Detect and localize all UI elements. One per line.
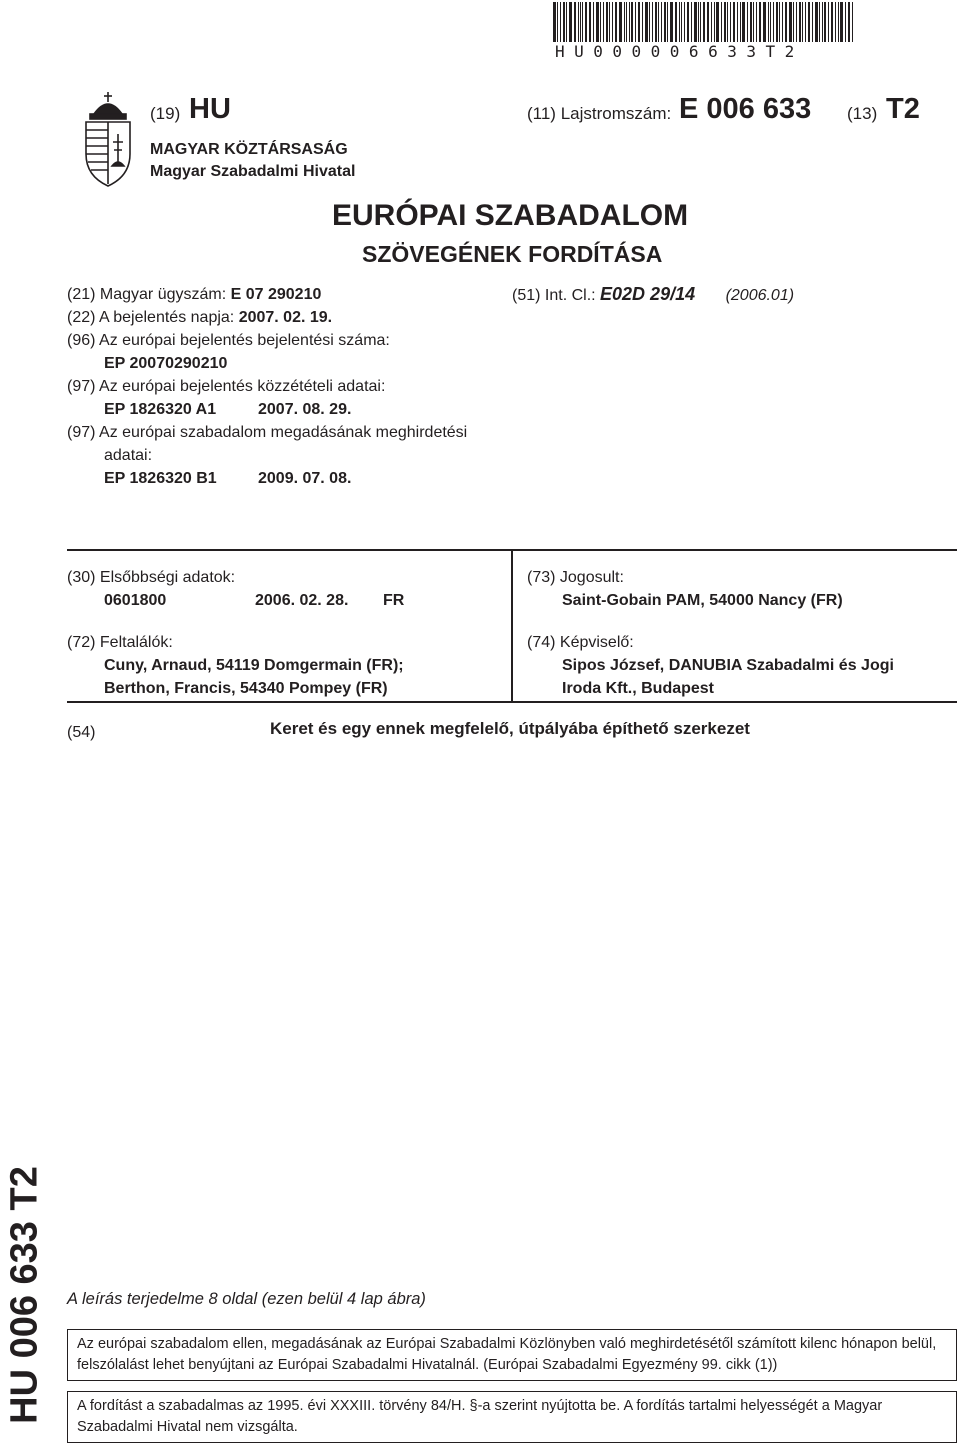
barcode-bar	[805, 2, 806, 42]
barcode-bar	[763, 2, 766, 42]
barcode-bar	[691, 2, 692, 42]
barcode-bar	[629, 2, 630, 42]
barcode-bar	[773, 2, 774, 42]
barcode-bar	[707, 2, 709, 42]
ipc-code: E02D 29/14	[600, 284, 696, 304]
barcode-bar	[609, 2, 610, 42]
inventors-label: (72) Feltalálók:	[67, 634, 173, 651]
barcode-text: HU000006633T2	[555, 42, 804, 61]
barcode-bar	[848, 2, 850, 42]
barcode-bar	[655, 2, 657, 42]
barcode-bar	[789, 2, 792, 42]
barcode-bar	[768, 2, 769, 42]
country-name: MAGYAR KÖZTÁRSASÁG	[150, 141, 348, 158]
barcode-bar	[840, 2, 843, 42]
filing-date-label: (22) A bejelentés napja:	[67, 309, 235, 326]
filing-date: 2007. 02. 19.	[238, 309, 333, 326]
barcode-bar	[782, 2, 783, 42]
barcode-bar	[750, 2, 752, 42]
barcode-bar	[557, 2, 558, 42]
extent-note: A leírás terjedelme 8 oldal (ezen belül 4 lap ábra)	[67, 1290, 426, 1308]
side-label	[0, 1150, 70, 1440]
representative-label: (74) Képviselő:	[527, 634, 634, 651]
barcode-bar	[716, 2, 719, 42]
ep-publication-date: 2007. 08. 29.	[258, 401, 352, 418]
ep-grant-label: (97) Az európai szabadalom megadásának meghirdetési	[67, 424, 468, 441]
barcode-bar	[747, 2, 748, 42]
ep-grant-number: EP 1826320 B1	[104, 470, 217, 487]
barcode-bar	[799, 2, 801, 42]
document-subtitle: SZÖVEGÉNEK FORDÍTÁSA	[362, 241, 663, 267]
inid-11-label: (11) Lajstromszám:	[527, 104, 672, 123]
barcode-bar	[733, 2, 735, 42]
barcode-bar	[675, 2, 677, 42]
representative-city: , Budapest	[632, 680, 715, 697]
country-code: HU	[189, 93, 231, 125]
ipc-version: (2006.01)	[725, 287, 795, 304]
barcode-bar	[631, 2, 633, 42]
registration-number: E 006 633	[679, 93, 812, 125]
barcode-bar	[831, 2, 833, 42]
barcode-bar	[619, 2, 622, 42]
barcode-bar	[737, 2, 738, 42]
barcode-bar	[589, 2, 591, 42]
barcode-bar	[664, 2, 666, 42]
barcode-bar	[670, 2, 673, 42]
application-number-line	[67, 283, 321, 306]
barcode-bar	[824, 2, 826, 42]
barcode-bar	[566, 2, 567, 42]
barcode-bar	[815, 2, 818, 42]
kind-code: T2	[886, 93, 920, 125]
barcode-bar	[560, 2, 561, 42]
barcode-bar	[578, 2, 579, 42]
opposition-notice: Az európai szabadalom ellen, megadásának az Európai Szabadalmi Közlönyben való meghirdetésétől számított kilenc hónapon belül, felszólalást lehet benyújtani az Európai Szabadalmi Hivatalnál. (Európai Szabadalmi Egyezmény 99. cikk (1))	[67, 1329, 957, 1381]
document-title: EURÓPAI SZABADALOM	[332, 199, 689, 232]
barcode-bar	[753, 2, 754, 42]
ep-publication-label: (97) Az európai bejelentés közzétételi adatai:	[67, 378, 386, 395]
barcode-bar	[642, 2, 643, 42]
barcode-bar	[756, 2, 757, 42]
barcode	[553, 2, 931, 42]
barcode-bar	[819, 2, 820, 42]
barcode-bar	[593, 2, 594, 42]
barcode-bar	[698, 2, 699, 42]
barcode-bar	[624, 2, 625, 42]
barcode-bar	[759, 2, 761, 42]
barcode-bar	[721, 2, 722, 42]
ipc-line	[512, 283, 794, 307]
barcode-bar	[776, 2, 778, 42]
barcode-bar	[796, 2, 797, 42]
barcode-bar	[615, 2, 617, 42]
barcode-bar	[679, 2, 680, 42]
barcode-bar	[711, 2, 712, 42]
inid-54: (54)	[67, 724, 96, 741]
barcode-bar	[687, 2, 689, 42]
barcode-bar	[658, 2, 659, 42]
barcode-bar	[703, 2, 705, 42]
barcode-bar	[835, 2, 836, 42]
barcode-bar	[645, 2, 648, 42]
ipc-label: (51) Int. Cl.:	[512, 287, 596, 304]
barcode-bar	[661, 2, 662, 42]
side-label-text: HU 006 633 T2	[3, 1166, 46, 1424]
priority-label: (30) Elsőbbségi adatok:	[67, 569, 236, 586]
priority-country: FR	[383, 592, 405, 609]
barcode-bar	[563, 2, 565, 42]
office-name: Magyar Szabadalmi Hivatal	[150, 163, 356, 180]
barcode-bar	[852, 2, 853, 42]
inid-13: (13)	[847, 104, 878, 123]
barcode-bar	[606, 2, 608, 42]
priority-number: 0601800	[104, 592, 167, 609]
barcode-bar	[553, 2, 556, 42]
invention-title: Keret és egy ennek megfelelő, útpályába építhető szerkezet	[270, 719, 750, 738]
inventor-1: Cuny, Arnaud, 54119 Domgermain (FR);	[104, 657, 404, 674]
barcode-bar	[569, 2, 572, 42]
barcode-bar	[596, 2, 599, 42]
barcode-bar	[785, 2, 787, 42]
barcode-bar	[681, 2, 682, 42]
application-number: E 07 290210	[230, 286, 322, 303]
barcode-bar	[793, 2, 794, 42]
barcode-bar	[667, 2, 668, 42]
proprietor-label: (73) Jogosult:	[527, 569, 624, 586]
barcode-bar	[582, 2, 583, 42]
ep-application-number: EP 20070290210	[104, 355, 228, 372]
barcode-bar	[626, 2, 627, 42]
barcode-bar	[730, 2, 731, 42]
filing-date-line	[67, 306, 332, 329]
barcode-bar	[603, 2, 604, 42]
ep-grant-date: 2009. 07. 08.	[258, 470, 352, 487]
barcode-bar	[770, 2, 771, 42]
barcode-bar	[828, 2, 829, 42]
barcode-bar	[845, 2, 846, 42]
barcode-bar	[694, 2, 697, 42]
barcode-bar	[779, 2, 780, 42]
barcode-bar	[612, 2, 613, 42]
barcode-bar	[808, 2, 810, 42]
barcode-bar	[742, 2, 745, 42]
barcode-bar	[714, 2, 715, 42]
barcode-bar	[802, 2, 803, 42]
coat-of-arms-icon	[80, 92, 136, 188]
priority-date: 2006. 02. 28.	[255, 592, 349, 609]
proprietor: Saint-Gobain PAM, 54000 Nancy (FR)	[562, 592, 843, 609]
divider-vertical	[511, 549, 513, 702]
application-number-label: (21) Magyar ügyszám:	[67, 286, 227, 303]
inid-19: (19)	[150, 104, 181, 123]
ep-publication-number: EP 1826320 A1	[104, 401, 217, 418]
representative-line-1: Sipos József, DANUBIA Szabadalmi és Jogi	[562, 657, 894, 674]
barcode-bar	[822, 2, 823, 42]
barcode-bar	[724, 2, 726, 42]
barcode-bar	[585, 2, 587, 42]
ep-grant-label-cont: adatai:	[104, 447, 153, 464]
inventor-2: Berthon, Francis, 54340 Pompey (FR)	[104, 680, 388, 697]
barcode-bar	[740, 2, 741, 42]
representative-line-2	[562, 677, 714, 700]
barcode-bar	[684, 2, 685, 42]
barcode-bar	[574, 2, 576, 42]
barcode-bar	[580, 2, 581, 42]
translation-notice: A fordítást a szabadalmas az 1995. évi XXXIII. törvény 84/H. §-a szerint nyújtotta be. A fordítás tartalmi helyességét a Magyar Szabadalmi Hivatal nem vizsgálta.	[67, 1391, 957, 1443]
barcode-bar	[635, 2, 636, 42]
barcode-bar	[638, 2, 640, 42]
barcode-bar	[649, 2, 650, 42]
barcode-bar	[812, 2, 813, 42]
barcode-bar	[727, 2, 728, 42]
barcode-bar	[700, 2, 701, 42]
divider-bottom	[67, 701, 957, 703]
barcode-bar	[838, 2, 839, 42]
representative-firm: Iroda Kft.	[562, 680, 633, 697]
barcode-bar	[600, 2, 601, 42]
ep-application-label: (96) Az európai bejelentés bejelentési száma:	[67, 332, 390, 349]
barcode-bar	[652, 2, 653, 42]
